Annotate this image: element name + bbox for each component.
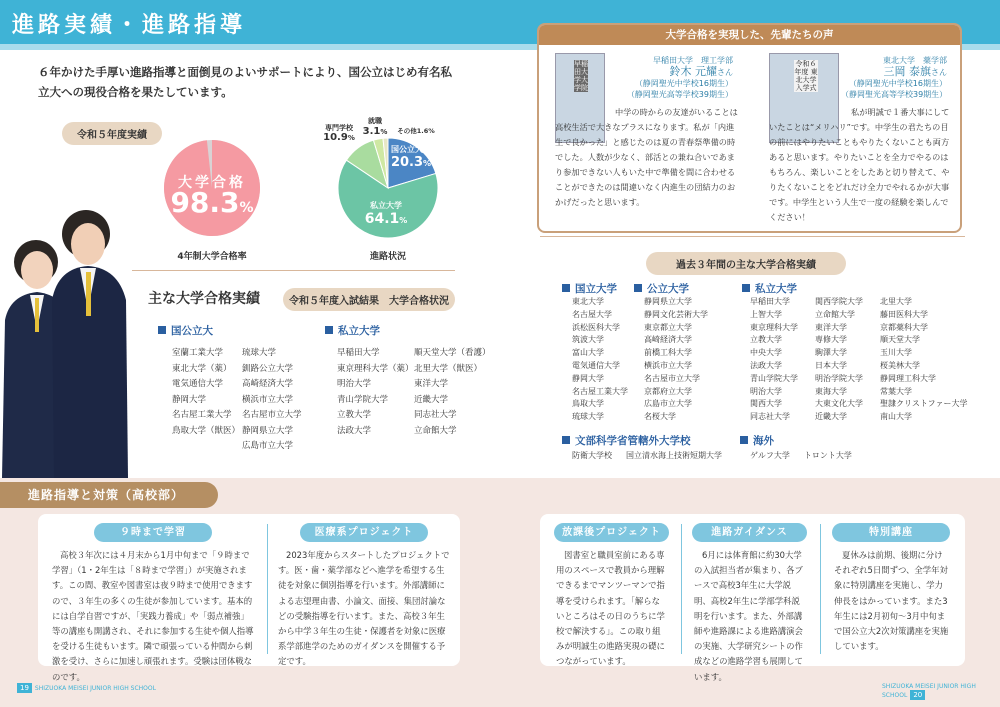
list-item: 法政大学 (337, 425, 372, 436)
square-icon (562, 284, 570, 292)
main-national-heading (158, 323, 213, 338)
list-item: 青山学院大学 (337, 394, 389, 405)
pie1-value (162, 186, 262, 219)
card-text-study: 高校３年次には４月末から1月中旬まで「９時まで学習」（1・2年生は「８時まで学習」）が実施されます。この間、教室や図書室は夜９時まで使用できますので、３年生の多くの生徒が参加しています。基本的には自学自習ですが、「実践力養成」や「弱点補強」等の講座も開講され、それに参加する生徒や個人指導を受ける生徒もいます。隣で頑張っている仲間から刺激を受け、さらに加速し頑張れます。受験は団体戦なのです。 (52, 550, 254, 682)
past3-mext-heading (562, 433, 691, 448)
guidance-card-right (540, 514, 965, 682)
main-private-col1 (337, 346, 414, 439)
past3-private-heading (742, 281, 797, 296)
card-text-career: 6月には体育館に約30大学の入試担当者が集まり、各ブースで高校3年生に大学説明、高校2年生に学部学科説明を行います。また、外部講師や進路課による進路講演会の実施、大学研究シートの作成などの進路学習も展開しています。 (694, 550, 803, 682)
card-text-afterschool: 図書室と職員室前にある専用のスペースで教員から理解できるまでマンツーマンで指導を受けられます。「解らないところはその日のうちに学校で解決する」。この取り組みが明誠生の進路実現の礎につながっています。 (556, 550, 665, 667)
main-national-label: 国公立大 (171, 325, 213, 337)
pie1-value-number: 98.3 (170, 186, 240, 219)
alumni1-info (605, 55, 733, 100)
past3-pill: 過去３年間の主な大学合格実績 (646, 252, 846, 275)
card-text-special: 夏休みは前期、後期に分けそれぞれ5日間ずつ、全学年対象に特別講座を実施し、学力伸長をはかっています。また3年生には2月初旬〜3月中旬まで国公立大2次対策講座を実施しています。 (834, 550, 949, 652)
square-icon (325, 326, 333, 334)
main-national-col2 (242, 346, 302, 455)
list-item: 関西大学 (750, 399, 782, 409)
card-title-career: 進路ガイダンス (692, 523, 807, 542)
square-icon (634, 284, 642, 292)
alumni2-name-row (841, 66, 947, 78)
list-item: 名古屋工業大学 (572, 386, 628, 396)
list-item: 釧路公立大学 (242, 363, 294, 374)
list-item: 京都薬科大学 (880, 322, 928, 332)
students-photo (0, 200, 130, 478)
card-text-medical: 2023年度からスタートしたプロジェクトです。医・歯・薬学部などへ進学を希望する生徒を対象に個別指導を行います。外部講師による志望理由書、小論文、面接、集団討論などの受験指導を行います。また、高校３年生から中学３年生の生徒・保護者を対象に医療系学部進学のためのガイダンスを開催する予定です。 (278, 550, 450, 667)
past3-national-label: 国立大学 (575, 283, 617, 295)
list-item: 関西学院大学 (815, 297, 863, 306)
list-item: 広島市立大学 (242, 441, 294, 451)
alumni2-line2: （静岡聖光高等学校39期生） (841, 90, 948, 99)
card-title-medical: 医療系プロジェクト (300, 523, 428, 542)
alumni2-line1: （静岡聖光中学校16期生） (848, 79, 947, 88)
pie2-private-unit: % (399, 216, 408, 225)
alumni2-name: 三岡 泰旗 (883, 65, 931, 78)
list-item: 東北大学（薬） (172, 363, 232, 374)
list-item: 東京理科大学（薬） (337, 363, 414, 374)
list-item: 室蘭工業大学 (172, 348, 224, 358)
list-item: 日本大学 (815, 360, 847, 370)
card-title-study: ９時まで学習 (94, 523, 212, 542)
past3-mext-list (572, 448, 722, 464)
list-item: 東洋大学 (414, 379, 449, 389)
list-item: 高崎経済大学 (242, 379, 294, 389)
list-item: 北里大学 (880, 297, 912, 306)
past3-private-list2 (815, 296, 863, 424)
list-item: 鳥取大学 (572, 399, 604, 409)
list-item: 早稲田大学 (337, 348, 380, 358)
list-item: 東京理科大学 (750, 322, 798, 332)
pie2-job-unit: % (380, 128, 388, 136)
page-number-left: 19 (17, 683, 32, 693)
list-item: 近畿大学 (815, 412, 847, 422)
list-item: 明治大学 (750, 386, 782, 396)
list-item: 明治学院大学 (815, 373, 863, 383)
list-item: 名古屋市立大学 (644, 373, 700, 383)
pie2-national-unit: % (423, 159, 432, 168)
pie2-other-value: 1.6 (416, 127, 429, 135)
list-item: 静岡理工科大学 (880, 373, 936, 383)
main-private-label: 私立大学 (338, 325, 380, 337)
mext-item: 防衛大学校 (572, 451, 612, 460)
main-national-col1 (172, 346, 240, 439)
list-item: 横浜市立大学 (242, 394, 294, 405)
past3-private-label: 私立大学 (755, 283, 797, 295)
photo1-sign: 早稲田大学大学院 (574, 60, 588, 92)
pie2-other-unit: % (428, 127, 435, 135)
list-item: 静岡県立大学 (242, 425, 294, 436)
list-item: 東海大学 (815, 386, 847, 396)
list-item: 名古屋大学 (572, 309, 612, 319)
list-item: 法政大学 (750, 360, 782, 370)
main-private-col2 (414, 346, 491, 439)
list-item: 高崎経済大学 (644, 335, 692, 345)
list-item: 静岡大学 (172, 394, 207, 405)
list-item: 電気通信大学 (572, 360, 620, 370)
pie2-private-value: 64.1 (364, 211, 400, 227)
alumni1-line1: （静岡聖光中学校16期生） (634, 79, 733, 88)
pie2-national-label (386, 144, 436, 170)
past3-divider (540, 236, 965, 237)
voice-heading: 大学合格を実現した、先輩たちの声 (539, 25, 960, 45)
list-item: 浜松医科大学 (572, 322, 620, 332)
pie2-job-label (356, 116, 394, 137)
list-item: 藤田医科大学 (880, 309, 928, 319)
card-divider (681, 524, 682, 654)
pie2-job-name: 就職 (368, 117, 382, 125)
results-pill: 令和５年度実績 (62, 122, 162, 145)
pie2-national-name: 国公立大学 (391, 145, 431, 154)
past3-public-list (644, 296, 708, 424)
past3-abroad-heading (740, 433, 774, 448)
list-item: 専修大学 (815, 335, 847, 345)
past3-national-heading (562, 281, 617, 296)
page-number-right: 20 (910, 690, 925, 700)
photo2-sign: 令和６年度 東北大学 入学式 (794, 60, 818, 92)
alumni1-name: 鈴木 元耀 (669, 65, 717, 78)
list-item: 琉球大学 (572, 412, 604, 422)
footer-left (14, 683, 156, 693)
list-item: 筑波大学 (572, 335, 604, 345)
alumni1-line2: （静岡聖光高等学校39期生） (626, 90, 733, 99)
list-item: 北里大学（獣医） (414, 363, 483, 374)
main-results-pill: 令和５年度入試結果 大学合格状況 (283, 288, 455, 311)
list-item: 同志社大学 (414, 410, 457, 420)
intro-text: ６年かけた手厚い進路指導と面倒見のよいサポートにより、国公立はじめ有名私立大への現役合格を果たしています。 (38, 65, 452, 99)
past3-abroad-label: 海外 (753, 435, 774, 447)
list-item: 名古屋工業大学 (172, 410, 232, 420)
list-item: 玉川大学 (880, 348, 912, 358)
square-icon (562, 436, 570, 444)
square-icon (742, 284, 750, 292)
abroad-item: トロント大学 (803, 451, 852, 460)
past3-national-list (572, 296, 628, 424)
list-item: 順天堂大学 (880, 335, 920, 345)
alumni2-info (841, 55, 947, 100)
list-item: 名桜大学 (644, 412, 676, 422)
alumni2-suffix: さん (931, 68, 947, 77)
pie2-vocational-name: 専門学校 (325, 124, 353, 132)
list-item: 順天堂大学（看護） (414, 348, 491, 358)
list-item: 琉球大学 (242, 348, 277, 358)
pie2-vocational-unit: % (347, 134, 355, 142)
pie2-other-name: その他 (397, 127, 417, 135)
list-item: 電気通信大学 (172, 379, 224, 389)
list-item: 静岡県立大学 (644, 297, 692, 306)
pie1-label: 大学合格 (178, 175, 246, 191)
alumni1-suffix: さん (717, 68, 733, 77)
list-item: 上智大学 (750, 309, 782, 319)
alumni2-text: 私が明誠で１番大事にしていたことは“メリハリ”です。中学生の君たちの目の前にはやりたいこともやりたくないことも両方あると思います。やりたいことを全力でやるのはもちろん、楽しいことをしたあと切り替えて、やりたくないことをどれだけ全力でやれるかが大事です。中学生という人生で一度の経験を楽しんでください！ (769, 107, 950, 222)
list-item: 聖隷クリストファー大学 (880, 399, 968, 409)
list-item: 静岡大学 (572, 373, 604, 383)
pie2-national-value: 20.3 (390, 155, 424, 170)
list-item: 近畿大学 (414, 394, 449, 405)
list-item: 常葉大学 (880, 386, 912, 396)
pie1-value-unit: % (239, 200, 254, 216)
pie2-private-name: 私立大学 (370, 201, 402, 210)
footer-right-text: SHIZUOKA MEISEI JUNIOR HIGH SCHOOL (882, 683, 976, 699)
pie2-job-value: 3.1 (362, 126, 381, 137)
list-item: 立命館大学 (414, 425, 457, 436)
card-divider (820, 524, 821, 654)
card-title-afterschool: 放課後プロジェクト (554, 523, 669, 542)
footer-right (882, 683, 1000, 700)
card-title-special: 特別講座 (832, 523, 950, 542)
list-item: 大東文化大学 (815, 399, 863, 409)
list-item: 名古屋市立大学 (242, 410, 302, 420)
mext-item: 国立清水海上技術短期大学 (626, 451, 722, 460)
list-item: 鳥取大学（獣医） (172, 425, 241, 436)
past3-abroad-list (750, 448, 852, 464)
alumni2-school: 東北大学 薬学部 (883, 56, 947, 65)
list-item: 広島市立大学 (644, 399, 692, 409)
card-divider (267, 524, 268, 654)
guidance-card-left (38, 514, 460, 682)
pie2-vocational-label (322, 124, 356, 143)
square-icon (158, 326, 166, 334)
past3-public-label: 公立大学 (647, 283, 689, 295)
list-item: 立教大学 (337, 410, 372, 420)
alumni1-school: 早稲田大学 理工学部 (653, 56, 733, 65)
past3-public-heading (634, 281, 689, 296)
list-item: 前橋工科大学 (644, 348, 692, 358)
pie2-private-label (356, 200, 416, 227)
list-item: 早稲田大学 (750, 297, 790, 306)
page-title: 進路実績・進路指導 (12, 13, 247, 38)
list-item: 横浜市立大学 (644, 360, 692, 370)
list-item: 京都府立大学 (644, 386, 692, 396)
list-item: 駒澤大学 (815, 348, 847, 358)
square-icon (740, 436, 748, 444)
list-item: 東北大学 (572, 297, 604, 306)
list-item: 立教大学 (750, 335, 782, 345)
section-divider (132, 270, 455, 271)
abroad-item: ゲルフ大学 (750, 451, 790, 460)
pie2-other-label (396, 126, 436, 135)
list-item: 青山学院大学 (750, 373, 798, 383)
past3-private-list1 (750, 296, 798, 424)
past3-private-list3 (880, 296, 967, 424)
main-private-heading (325, 323, 380, 338)
pie1-caption: 4年制大学合格率 (177, 252, 247, 262)
alumni1-name-row (605, 66, 733, 78)
main-results-heading: 主な大学合格実績 (148, 291, 260, 307)
footer-left-text: SHIZUOKA MEISEI JUNIOR HIGH SCHOOL (34, 685, 156, 692)
pie2-caption: 進路状況 (369, 252, 406, 262)
list-item: 立命館大学 (815, 309, 855, 319)
pie2-vocational-value: 10.9 (323, 132, 348, 143)
alumni1-text: 中学の時からの友達がいることは高校生活で大きなプラスになります。私が「内進生で良かった」と感じたのは夏の青春祭準備の時でした。人数が少なく、部活との兼ね合いであまり参加できない人もいた中で準備を間に合わせることができたのは間違いなく内進生の団結力のおかげだったと思います。 (555, 107, 738, 207)
list-item: 桜美林大学 (880, 360, 920, 370)
list-item: 南山大学 (880, 412, 912, 422)
list-item: 明治大学 (337, 379, 372, 389)
list-item: 中央大学 (750, 348, 782, 358)
list-item: 静岡文化芸術大学 (644, 309, 708, 319)
guidance-band: 進路指導と対策（高校部） (0, 482, 218, 508)
list-item: 東京都立大学 (644, 322, 692, 332)
list-item: 同志社大学 (750, 412, 790, 422)
past3-mext-label: 文部科学省管轄外大学校 (575, 435, 691, 447)
list-item: 富山大学 (572, 348, 604, 358)
alumni-voice-box (537, 23, 962, 233)
list-item: 東洋大学 (815, 322, 847, 332)
